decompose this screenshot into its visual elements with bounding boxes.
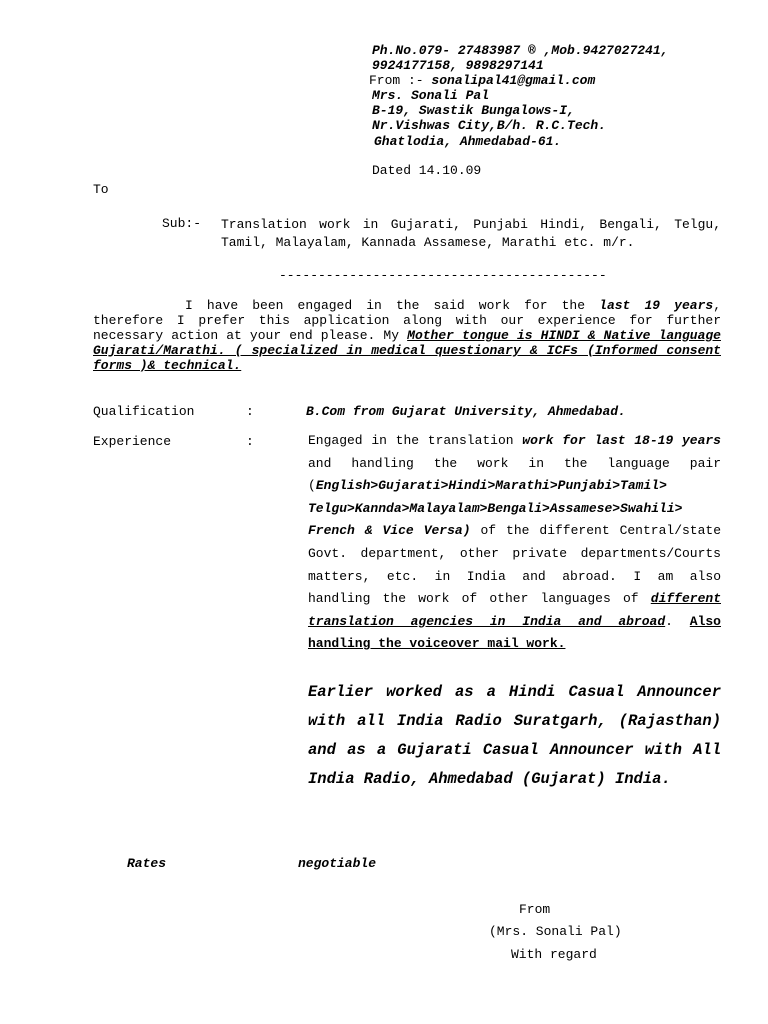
header-from-line — [369, 73, 595, 88]
closing-from: From — [519, 902, 551, 917]
body-mother-tongue: Mother tongue is HINDI & Native language Gujarati/Marathi. ( specialized in medical questionary & ICFs (Informed consent forms )& technical. — [93, 328, 721, 373]
subject-rule: ------------------------------------------ — [279, 268, 607, 283]
header-address-3: Ghatlodia, Ahmedabad-61. — [374, 134, 562, 149]
experience-text-2: and handling the work in the language pair ( — [308, 455, 721, 494]
qualification-label: Qualification — [93, 404, 195, 419]
header-address-2: Nr.Vishwas City,B/h. R.C.Tech. — [372, 118, 607, 133]
body-text-1: I have been engaged in the said work for the — [185, 298, 600, 313]
experience-text-4: . — [665, 613, 690, 629]
header-from-prefix: From :- — [369, 73, 432, 88]
subject-text: Translation work in Gujarati, Punjabi Hindi, Bengali, Telgu, Tamil, Malayalam, Kannada Assamese, Marathi etc. m/r. — [221, 217, 721, 250]
experience-text — [308, 430, 721, 656]
qualification-value: B.Com from Gujarat University, Ahmedabad. — [306, 404, 626, 419]
experience-text-1: Engaged in the translation — [308, 433, 523, 448]
experience-bold-years: work for last 18-19 years — [522, 433, 721, 448]
header-email: sonalipal41@gmail.com — [431, 73, 596, 88]
header-dated: Dated 14.10.09 — [372, 163, 482, 178]
experience-colon: : — [246, 434, 254, 449]
experience-label: Experience — [93, 434, 172, 449]
body-text-2: , therefore I prefer this application along with our experience for further necessary action at your end please. My — [93, 298, 722, 343]
rates-value: negotiable — [298, 856, 377, 871]
experience-text-3: of the different Central/state Govt. department, other private departments/Courts matters, etc. in India and abroad. I am also handling the work of other languages of — [308, 523, 721, 607]
rates-label: Rates — [127, 856, 167, 871]
qualification-colon: : — [246, 404, 254, 419]
header-phone-line: Ph.No.079- 27483987 ® ,Mob.9427027241, — [372, 43, 669, 58]
experience-agencies: different translation agencies in India and abroad — [308, 591, 721, 629]
closing-name: (Mrs. Sonali Pal) — [489, 924, 622, 939]
header-address-1: B-19, Swastik Bungalows-I, — [372, 103, 575, 118]
body-paragraph — [93, 298, 721, 373]
to-label: To — [93, 182, 109, 197]
header-name: Mrs. Sonali Pal — [372, 88, 490, 103]
closing-regard: With regard — [511, 947, 597, 962]
experience-earlier-radio: Earlier worked as a Hindi Casual Announcer with all India Radio Suratgarh, (Rajasthan) and as a Gujarati Casual Announcer with All India Radio, Ahmedabad (Gujarat) India. — [308, 683, 721, 788]
body-bold-years: last 19 years — [599, 298, 714, 313]
experience-voiceover: Also handling the voiceover mail work. — [308, 613, 721, 652]
experience-language-pair-2: Telgu>Kannda>Malayalam>Bengali>Assamese>Swahili> — [308, 500, 683, 516]
header-mobile-line: 9924177158, 9898297141 — [372, 58, 544, 73]
experience-language-pair-3: French & Vice Versa) — [308, 523, 471, 539]
experience-language-pair-1: English>Gujarati>Hindi>Marathi>Punjabi>Tamil> — [315, 478, 667, 494]
subject-label: Sub:- — [162, 216, 202, 231]
